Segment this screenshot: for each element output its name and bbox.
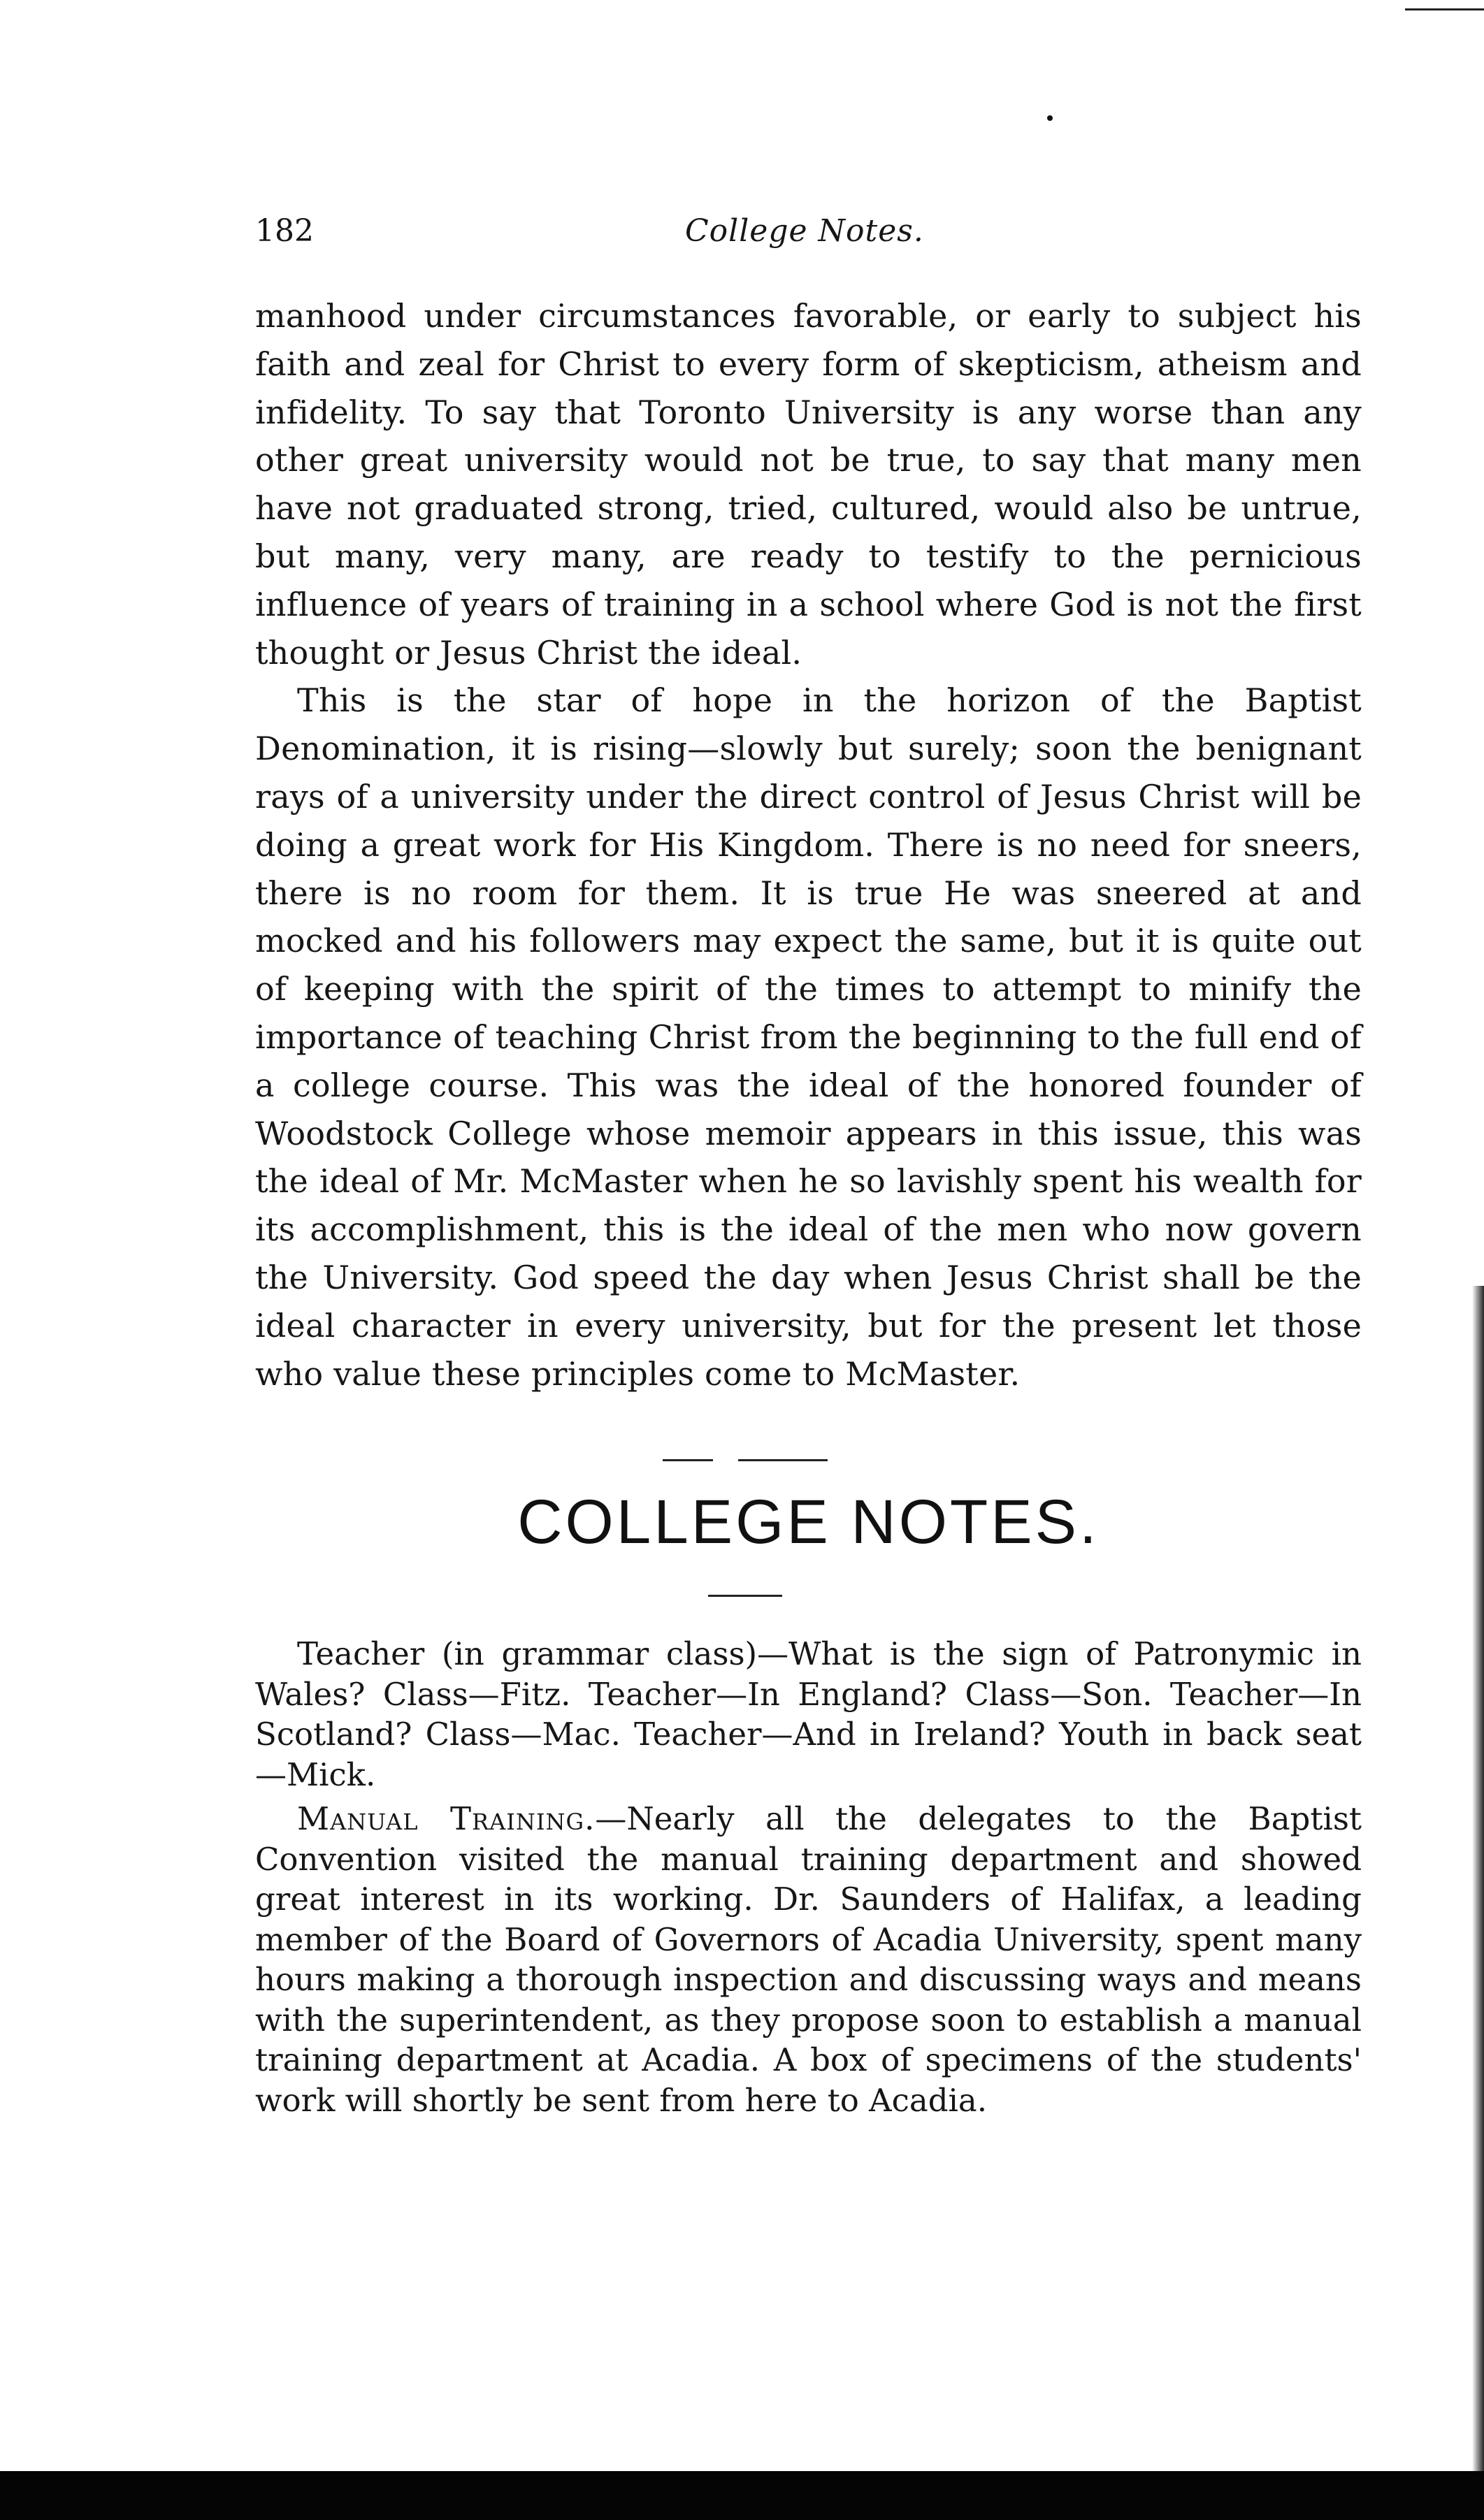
article-paragraph: This is the star of hope in the horizon of the Baptist Denomination, it is rising—slowly but surely; soon the benignant rays of a university under the direct control of Jesus Christ will be doing a great work for His Kingdom. There is no need for sneers, there is no room for them. It is true He was sneered at and mocked and his followers may expect the same, but it is quite out of keeping with the spirit of the times to attempt to minify the importance of teaching Christ from the beginning to the full end of a college course. This was the ideal of the honored founder of Woodstock College whose memoir appears in this issue, this was the ideal of Mr. McMaster when he so lavishly spent his wealth for its accomplishment, this is the ideal of the men who now govern the University. God speed the day when Jesus Christ shall be the ideal character in every university, but for the present let those who value these principles come to McMaster. — [255, 681, 1362, 1393]
page-number: 182 — [255, 213, 314, 249]
scan-page-edge — [1472, 1286, 1484, 2471]
article-paragraph: manhood under circumstances favorable, or early to subject his faith and zeal for Christ to every form of skepticism, atheism and infidelity. To say that Toronto University is any worse than any other great university would not be true, to say that many men have not graduated strong, tried, cultured, would also be untrue, but many, very many, are ready to testify to the pernicious influence of years of training in a school where God is not the first thought or Jesus Christ the ideal. — [255, 297, 1362, 672]
article-body — [255, 292, 1362, 1398]
scan-corner-line — [1405, 8, 1484, 10]
college-notes-body — [255, 1634, 1362, 2124]
manual-training-note — [255, 1799, 1362, 2120]
section-divider-left — [663, 1459, 713, 1461]
section-divider-right — [738, 1459, 828, 1461]
manual-training-label: Manual Training. — [297, 1800, 596, 1837]
grammar-note: Teacher (in grammar class)—What is the sign of Patronymic in Wales? Class—Fitz. Teacher—In England? Class—Son. Teacher—In Scotland? Class—Mac. Teacher—And in Ireland? Youth in back seat—Mick. — [255, 1635, 1362, 1793]
running-title: College Notes. — [685, 213, 924, 249]
running-header — [255, 213, 1362, 262]
scan-speck — [1047, 115, 1053, 121]
heading-rule — [708, 1595, 782, 1597]
section-heading: COLLEGE NOTES. — [517, 1486, 1100, 1556]
scan-bottom-band — [0, 2471, 1484, 2520]
manual-training-text: —Nearly all the delegates to the Baptist Convention visited the manual training department and showed great interest in its working. Dr. Saunders of Halifax, a leading member of the Board of Governors of Acadia University, spent many hours making a thorough inspection and discussing ways and means with the superintendent, as they propose soon to establish a manual training department at Acadia. A box of specimens of the students' work will shortly be sent from here to Acadia. — [255, 1800, 1362, 2119]
